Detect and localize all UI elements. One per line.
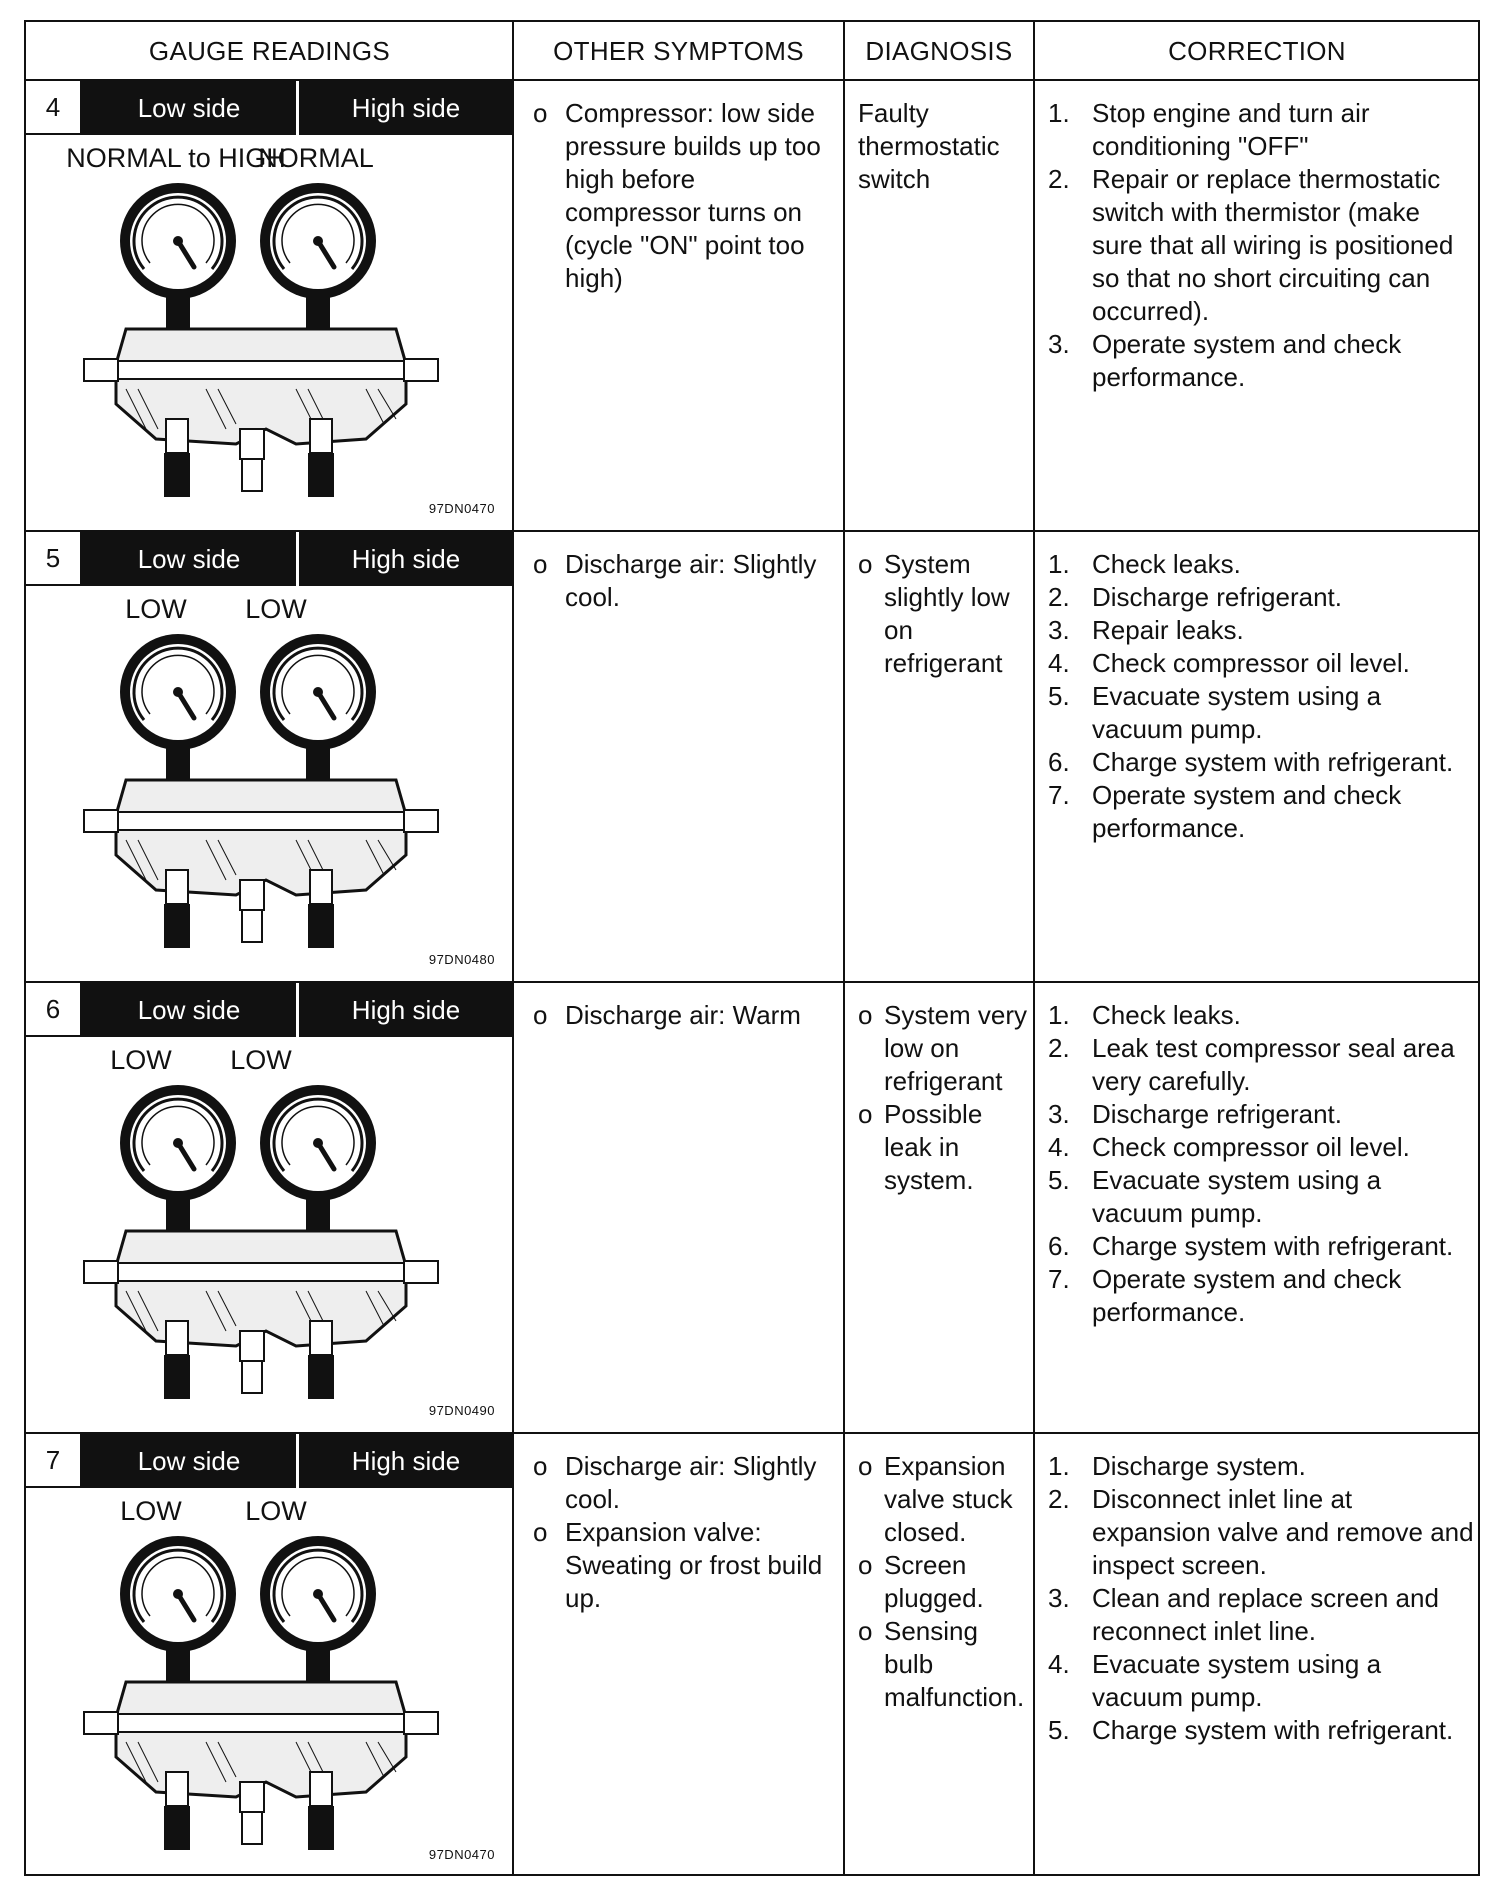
gauge-labels: [26, 1045, 513, 1081]
gauge-labels: [26, 1496, 513, 1532]
step-text: Check compressor oil level.: [1092, 648, 1410, 678]
diagnosis-cell: [844, 81, 1034, 530]
step-number: 2.: [1048, 1033, 1070, 1063]
symptom-item: [533, 1450, 832, 1516]
step-number: 4.: [1048, 1132, 1070, 1162]
diagnosis-text: Sensing bulb malfunction.: [884, 1616, 1025, 1712]
step-text: Disconnect inlet line at expansion valve and remove and inspect screen.: [1092, 1484, 1474, 1580]
figure-code: 97DN0490: [428, 1403, 495, 1418]
low-pressure-gauge-icon: [120, 1536, 236, 1652]
bullet-marker: o: [533, 98, 548, 128]
step-text: Repair leaks.: [1092, 615, 1244, 645]
step-number: 1.: [1048, 1000, 1070, 1030]
symptom-text: Discharge air: Slightly cool.: [565, 1451, 817, 1514]
step-number: 3.: [1048, 1583, 1070, 1613]
low-gauge-label: LOW: [125, 594, 187, 624]
bullet-marker: o: [858, 1451, 873, 1481]
step-number: 3.: [1048, 329, 1070, 359]
diagnosis-cell: [844, 532, 1034, 981]
symptom-item: [533, 97, 832, 295]
diagnosis-cell: [844, 1434, 1034, 1876]
low-side-tab: Low side: [82, 1434, 299, 1488]
low-pressure-gauge-icon: [120, 634, 236, 750]
figure-code: 97DN0470: [428, 1847, 495, 1862]
gauge-readings-cell: [26, 532, 513, 981]
diagnosis-text: System very low on refrigerant: [884, 1000, 1028, 1096]
manifold-gauge-illustration: [66, 1532, 486, 1852]
diagnosis-item: [858, 97, 1028, 196]
high-pressure-gauge-icon: [260, 1085, 376, 1201]
bullet-marker: o: [533, 1000, 548, 1030]
correction-step: [1048, 163, 1474, 328]
diagnosis-cell: [844, 983, 1034, 1432]
high-gauge-label: LOW: [230, 1045, 292, 1075]
step-number: 4.: [1048, 1649, 1070, 1679]
step-text: Charge system with refrigerant.: [1092, 747, 1454, 777]
manifold-gauge-illustration: [66, 630, 486, 950]
row-number: 4: [26, 81, 82, 135]
step-text: Discharge system.: [1092, 1451, 1306, 1481]
step-text: Operate system and check performance.: [1092, 329, 1402, 392]
header-correction: CORRECTION: [1168, 35, 1346, 66]
diagnosis-item: [858, 999, 1028, 1098]
diagnosis-item: [858, 1549, 1028, 1615]
header-gauge-readings: GAUGE READINGS: [148, 35, 391, 66]
symptom-item: [533, 999, 832, 1032]
step-number: 1.: [1048, 1451, 1070, 1481]
low-side-tab: Low side: [82, 532, 299, 586]
symptom-text: Compressor: low side pressure builds up too high before compressor turns on (cycle "ON" point too high): [565, 98, 821, 293]
step-number: 3.: [1048, 615, 1070, 645]
row-number: 5: [26, 532, 82, 586]
step-number: 7.: [1048, 1264, 1070, 1294]
high-side-tab: High side: [299, 81, 513, 135]
low-side-tab: Low side: [82, 983, 299, 1037]
figure-code: 97DN0480: [428, 952, 495, 967]
diagnosis-item: [858, 548, 1028, 680]
row-number: 7: [26, 1434, 82, 1488]
bullet-marker: o: [533, 549, 548, 579]
step-text: Leak test compressor seal area very carefully.: [1092, 1033, 1455, 1096]
bullet-marker: o: [858, 1550, 873, 1580]
step-text: Operate system and check performance.: [1092, 1264, 1402, 1327]
diagnosis-text: Expansion valve stuck closed.: [884, 1451, 1013, 1547]
step-number: 3.: [1048, 1099, 1070, 1129]
step-text: Clean and replace screen and reconnect inlet line.: [1092, 1583, 1439, 1646]
correction-cell: [1034, 532, 1480, 981]
step-text: Stop engine and turn air conditioning "OFF": [1092, 98, 1370, 161]
correction-step: [1048, 1032, 1474, 1098]
table-row: [26, 532, 1478, 981]
correction-step: [1048, 1450, 1474, 1483]
gauge-tab-bar: [26, 532, 513, 586]
bullet-marker: o: [858, 1616, 873, 1646]
bullet-marker: o: [533, 1517, 548, 1547]
bullet-marker: o: [858, 1099, 873, 1129]
correction-step: [1048, 1098, 1474, 1131]
high-pressure-gauge-icon: [260, 1536, 376, 1652]
correction-cell: [1034, 81, 1480, 530]
step-number: 4.: [1048, 648, 1070, 678]
troubleshooting-table: [24, 20, 1480, 1876]
step-text: Check leaks.: [1092, 549, 1241, 579]
step-text: Operate system and check performance.: [1092, 780, 1402, 843]
step-number: 1.: [1048, 549, 1070, 579]
bullet-marker: o: [858, 549, 873, 579]
correction-step: [1048, 1582, 1474, 1648]
high-pressure-gauge-icon: [260, 634, 376, 750]
step-text: Evacuate system using a vacuum pump.: [1092, 1649, 1382, 1712]
step-text: Check leaks.: [1092, 1000, 1241, 1030]
figure-code: 97DN0470: [428, 501, 495, 516]
high-gauge-label: NORMAL: [258, 143, 374, 173]
table-row: [26, 1434, 1478, 1876]
high-side-tab: High side: [299, 532, 513, 586]
gauge-readings-cell: [26, 983, 513, 1432]
row-number: 6: [26, 983, 82, 1037]
correction-step: [1048, 581, 1474, 614]
correction-step: [1048, 1714, 1474, 1747]
header-diagnosis: DIAGNOSIS: [865, 35, 1013, 66]
step-number: 5.: [1048, 681, 1070, 711]
step-text: Evacuate system using a vacuum pump.: [1092, 1165, 1382, 1228]
step-number: 5.: [1048, 1165, 1070, 1195]
correction-step: [1048, 1131, 1474, 1164]
gauge-readings-cell: [26, 81, 513, 530]
manifold-gauge-illustration: [66, 1081, 486, 1401]
symptom-text: Discharge air: Slightly cool.: [565, 549, 817, 612]
step-number: 2.: [1048, 1484, 1070, 1514]
header-other-symptoms: OTHER SYMPTOMS: [553, 35, 804, 66]
diagnosis-item: [858, 1615, 1028, 1714]
correction-step: [1048, 1483, 1474, 1582]
low-side-tab: Low side: [82, 81, 299, 135]
step-text: Evacuate system using a vacuum pump.: [1092, 681, 1382, 744]
step-number: 2.: [1048, 582, 1070, 612]
gauge-tab-bar: [26, 81, 513, 135]
step-text: Discharge refrigerant.: [1092, 582, 1342, 612]
symptom-item: [533, 1516, 832, 1615]
step-number: 5.: [1048, 1715, 1070, 1745]
other-symptoms-cell: [513, 1434, 844, 1876]
diagnosis-text: Screen plugged.: [884, 1550, 984, 1613]
low-pressure-gauge-icon: [120, 1085, 236, 1201]
symptom-item: [533, 548, 832, 614]
step-number: 7.: [1048, 780, 1070, 810]
high-side-tab: High side: [299, 1434, 513, 1488]
correction-step: [1048, 548, 1474, 581]
gauge-labels: [26, 594, 513, 630]
manifold-gauge-illustration: [66, 179, 486, 499]
correction-step: [1048, 328, 1474, 394]
step-text: Check compressor oil level.: [1092, 1132, 1410, 1162]
diagnosis-text: System slightly low on refrigerant: [884, 549, 1010, 678]
other-symptoms-cell: [513, 81, 844, 530]
low-gauge-label: LOW: [110, 1045, 172, 1075]
other-symptoms-cell: [513, 983, 844, 1432]
diagnosis-text: Possible leak in system.: [884, 1099, 983, 1195]
symptom-text: Discharge air: Warm: [565, 1000, 801, 1030]
gauge-labels: [26, 143, 513, 179]
gauge-readings-cell: [26, 1434, 513, 1876]
correction-step: [1048, 1230, 1474, 1263]
high-gauge-label: LOW: [245, 1496, 307, 1526]
correction-cell: [1034, 983, 1480, 1432]
diagnosis-item: [858, 1450, 1028, 1549]
correction-step: [1048, 746, 1474, 779]
step-text: Charge system with refrigerant.: [1092, 1231, 1454, 1261]
diagnosis-item: [858, 1098, 1028, 1197]
correction-step: [1048, 647, 1474, 680]
correction-step: [1048, 999, 1474, 1032]
gauge-tab-bar: [26, 983, 513, 1037]
correction-step: [1048, 779, 1474, 845]
low-pressure-gauge-icon: [120, 183, 236, 299]
step-number: 6.: [1048, 1231, 1070, 1261]
high-gauge-label: LOW: [245, 594, 307, 624]
step-number: 6.: [1048, 747, 1070, 777]
table-row: [26, 983, 1478, 1432]
step-number: 2.: [1048, 164, 1070, 194]
high-pressure-gauge-icon: [260, 183, 376, 299]
high-side-tab: High side: [299, 983, 513, 1037]
correction-step: [1048, 614, 1474, 647]
step-number: 1.: [1048, 98, 1070, 128]
step-text: Discharge refrigerant.: [1092, 1099, 1342, 1129]
gauge-tab-bar: [26, 1434, 513, 1488]
diagnosis-text: Faulty thermostatic switch: [858, 98, 1000, 194]
low-gauge-label: NORMAL to HIGH: [66, 143, 286, 173]
table-row: [26, 81, 1478, 530]
symptom-text: Expansion valve: Sweating or frost build up.: [565, 1517, 823, 1613]
low-gauge-label: LOW: [120, 1496, 182, 1526]
correction-step: [1048, 1648, 1474, 1714]
other-symptoms-cell: [513, 532, 844, 981]
correction-step: [1048, 680, 1474, 746]
bullet-marker: o: [533, 1451, 548, 1481]
bullet-marker: o: [858, 1000, 873, 1030]
correction-step: [1048, 97, 1474, 163]
step-text: Charge system with refrigerant.: [1092, 1715, 1454, 1745]
correction-step: [1048, 1263, 1474, 1329]
step-text: Repair or replace thermostatic switch with thermistor (make sure that all wiring is positioned so that no short circuiting can occurred).: [1092, 164, 1454, 326]
correction-cell: [1034, 1434, 1480, 1876]
correction-step: [1048, 1164, 1474, 1230]
